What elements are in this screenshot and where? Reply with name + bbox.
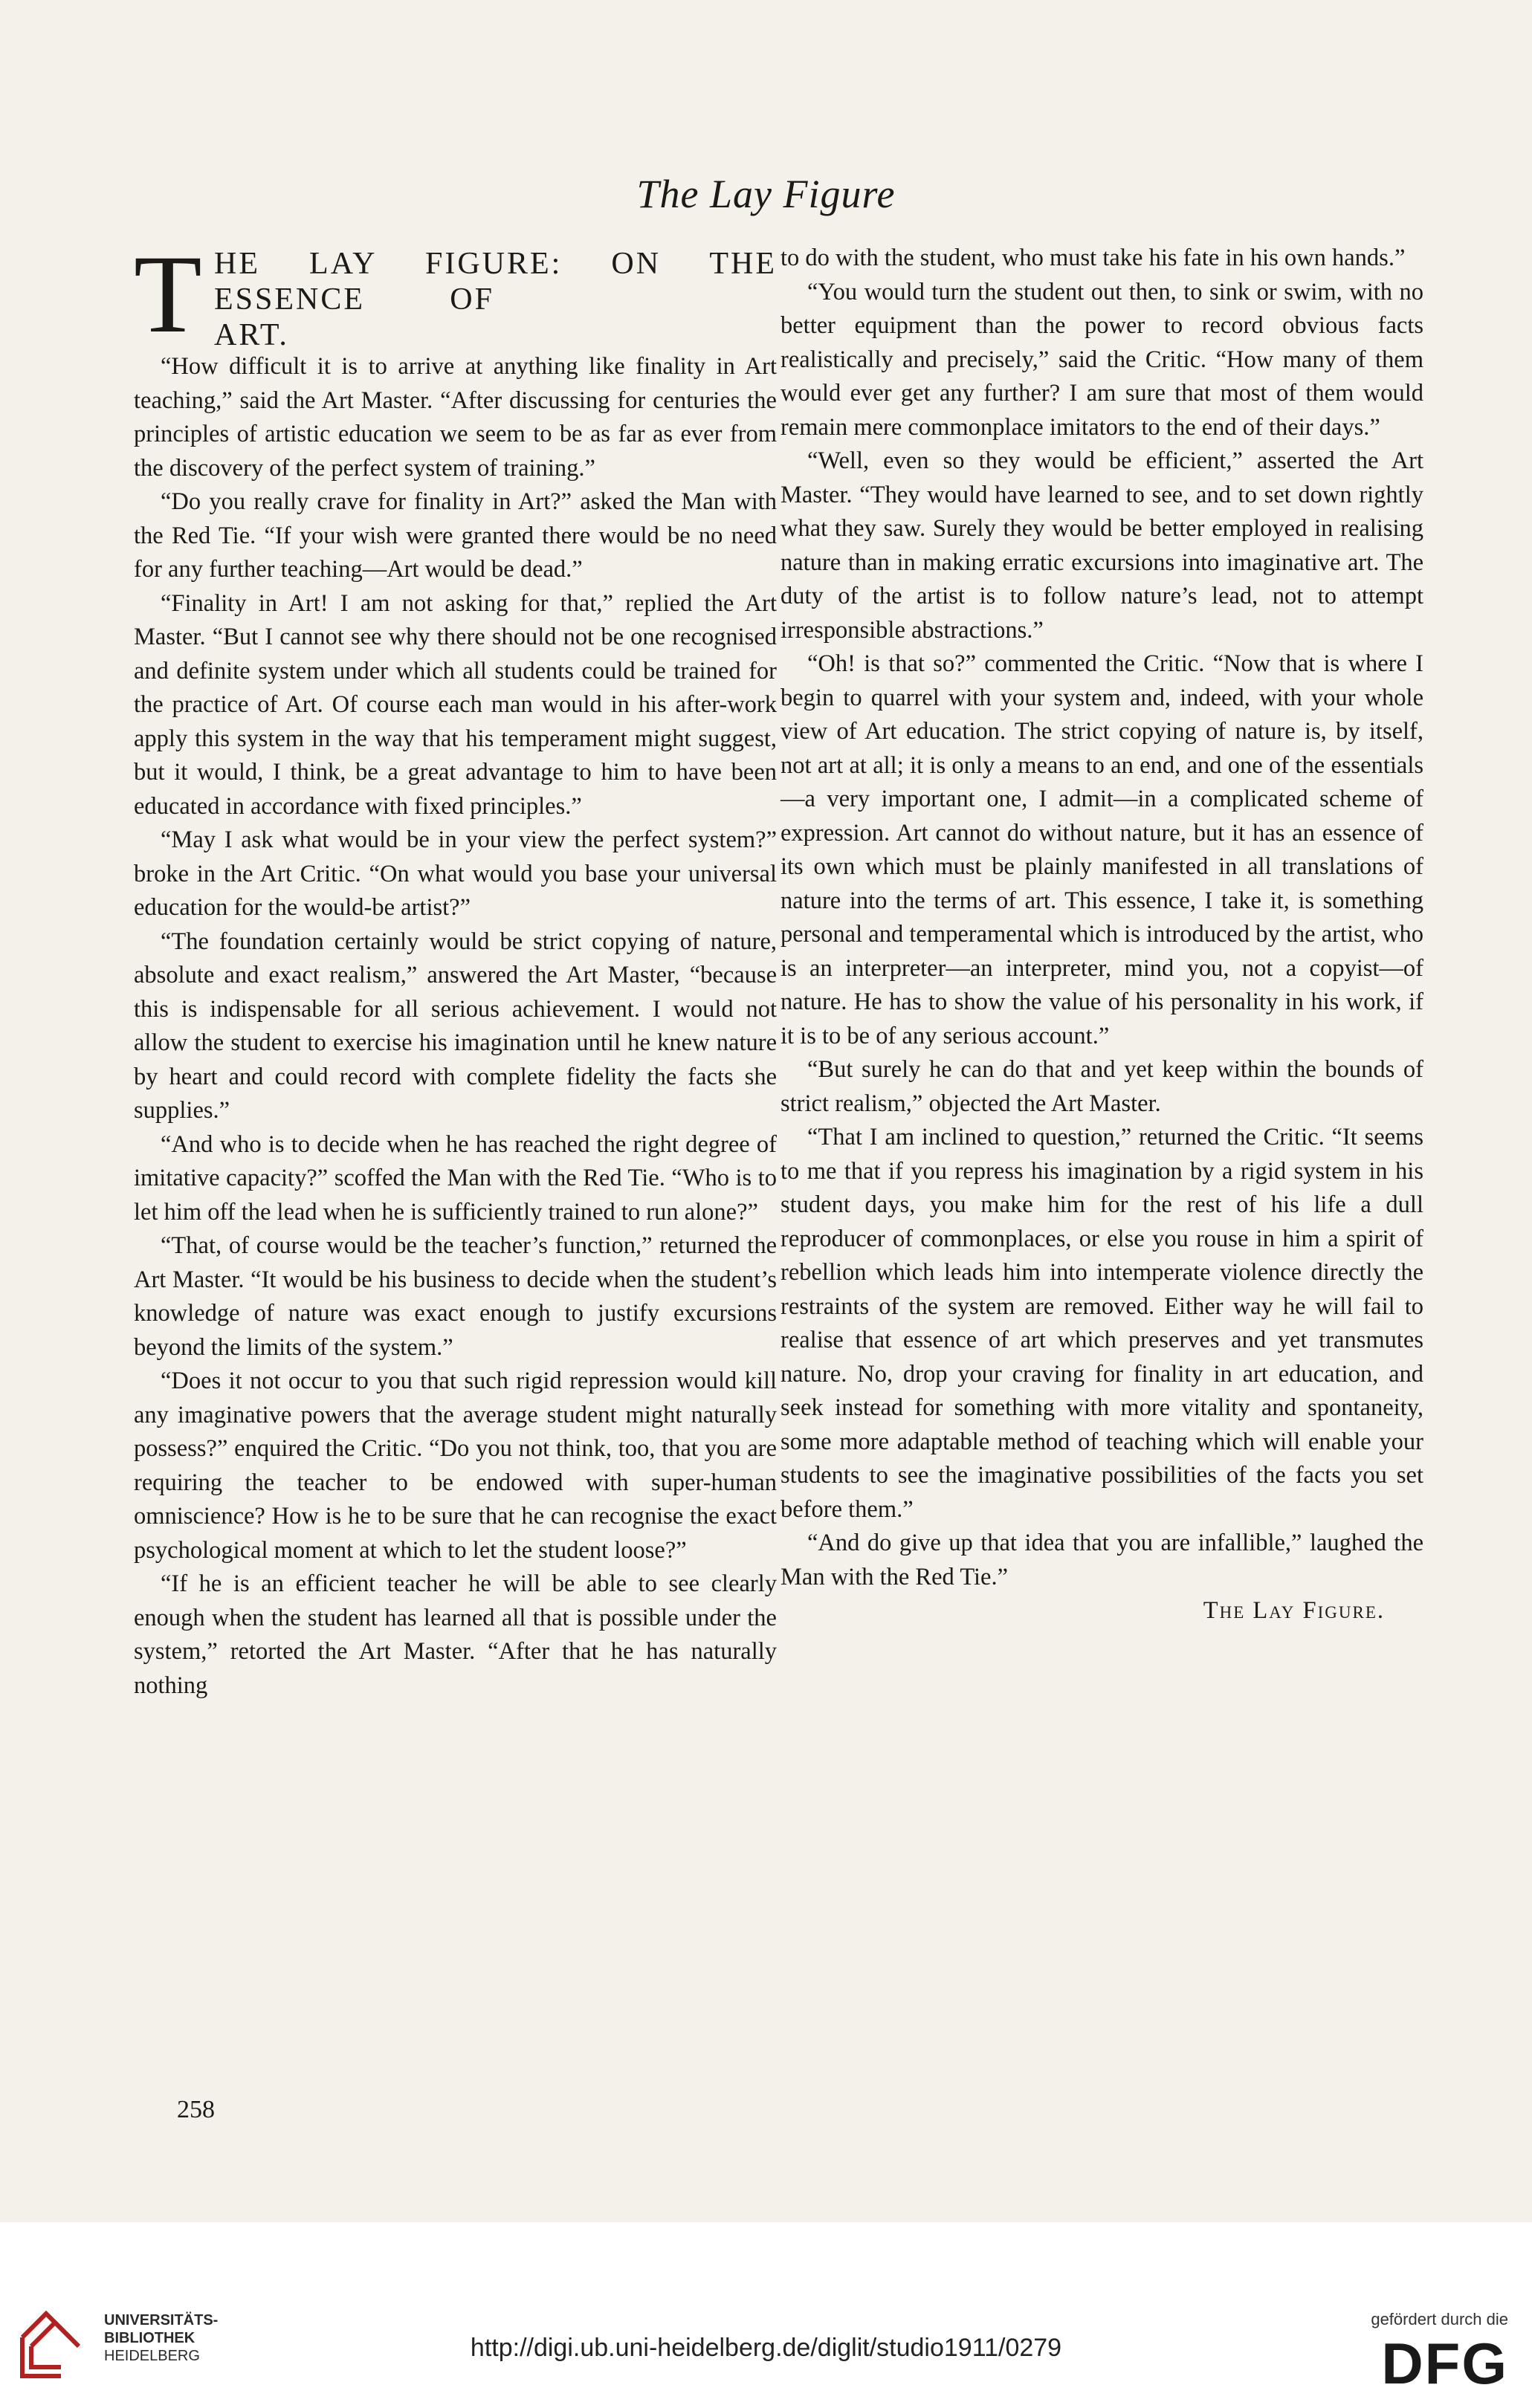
paragraph: “But surely he can do that and yet keep within the bounds of strict realism,” objected the Art Master. — [780, 1056, 1423, 1117]
digitization-footer — [0, 2222, 1532, 2408]
article-heading — [134, 233, 777, 356]
paragraph: “Well, even so they would be efficient,” asserted the Art Master. “They would have learned to see, and to set down rightly what they saw. Surely they would be better employed in realising nature than in making erratic excursions into imaginative art. The duty of the artist is to follow nature’s lead, not to attempt irresponsible abstractions.” — [780, 447, 1423, 644]
paragraph: “And who is to decide when he has reached the right degree of imitative capacity?” scoffed the Man with the Red Tie. “Who is to let him off the lead when he is sufficiently trained to run alone?” — [134, 1130, 777, 1226]
running-title: The Lay Figure — [636, 172, 896, 216]
paragraph: “Do you really crave for finality in Art?” asked the Man with the Red Tie. “If your wish were granted there would be no need for any further teaching—Art would be dead.” — [134, 488, 777, 583]
heading-line-1: HE LAY FIGURE: ON THE — [214, 247, 777, 281]
paragraph: “And do give up that idea that you are infallible,” laughed the Man with the Red Tie.” — [780, 1530, 1423, 1590]
drop-cap: T — [134, 233, 202, 356]
paragraph: “That, of course would be the teacher’s function,” returned the Art Master. “It would be his business to decide when the student’s knowledge of nature was exact enough to justify excursions beyond the limits of the system.” — [134, 1232, 777, 1361]
paragraph: “That I am inclined to question,” returned the Critic. “It seems to me that if you repress his imagination by a rigid system in his student days, you make him for the rest of his life a dull reproducer of commonplaces, or else you rouse in him a spirit of rebellion which leads him into intemperate violence directly the restraints of the system are removed. Either way he will fail to realise that essence of art which preserves and yet transmutes nature. No, drop your craving for finality in art education, and seek instead for something with more vitality and spontaneity, some more adaptable method of teaching which will enable your students to see the imaginative possibilities of the facts you set before them.” — [780, 1124, 1423, 1523]
library-name-line: BIBLIOTHEK — [104, 2330, 195, 2346]
paragraph: “Finality in Art! I am not asking for that,” replied the Art Master. “But I cannot see why there should not be one recognised and definite system under which all students could be trained for the practice of Art. Of course each man would in his after-work apply this system in the way that his temperament might suggest, but it would, I think, be a great advantage to him to have been educated in accordance with fixed principles.” — [134, 589, 777, 820]
right-column — [780, 242, 1423, 1628]
funder-label: gefördert durch die — [1371, 2310, 1508, 2328]
paragraph: “How difficult it is to arrive at anything like finality in Art teaching,” said the Art Master. “After discussing for centuries the principles of artistic education we seem to be as far as ever from the discovery of the perfect system of training.” — [134, 353, 777, 482]
article-signature: The Lay Figure. — [1203, 1597, 1385, 1624]
left-column — [134, 233, 777, 1703]
paragraph: “Oh! is that so?” commented the Critic. “Now that is where I begin to quarrel with your system and, indeed, with your whole view of Art education. The strict copying of nature is, by itself, not art at all; it is only a means to an end, and one of the essentials—a very important one, I admit—in a complicated scheme of expression. Art cannot do without nature, but it has an essence of its own which must be plainly manifested in all translations of nature into the terms of art. This essence, I take it, is something personal and temperamental which is introduced by the artist, who is an interpreter—an interpreter, mind you, not a copyist—of nature. He has to show the value of his personality in his work, if it is to be of any serious account.” — [780, 650, 1423, 1049]
paragraph: “The foundation certainly would be strict copying of nature, absolute and exact realism,” answered the Art Master, “because this is indispensable for all serious achievement. I would not allow the student to exercise his imagination until he knew nature by heart and could record with complete fidelity the facts she supplies.” — [134, 928, 777, 1124]
page-number: 258 — [177, 2096, 215, 2123]
dfg-logo: DFG — [1381, 2331, 1508, 2396]
library-name-line: UNIVERSITÄTS- — [104, 2312, 219, 2328]
permalink-url[interactable]: http://digi.ub.uni-heidelberg.de/diglit/studio1911/0279 — [470, 2334, 1062, 2362]
library-name-line: HEIDELBERG — [104, 2348, 200, 2364]
paragraph: to do with the student, who must take his fate in his own hands.” — [780, 245, 1406, 271]
paragraph: “You would turn the student out then, to sink or swim, with no better equipment than the power to record obvious facts realistically and precisely,” said the Critic. “How many of them would ever get any further? I am sure that most of them would remain mere commonplace imitators to the end of their days.” — [780, 278, 1423, 441]
paragraph: “If he is an efficient teacher he will be able to see clearly enough when the student has learned all that is possible under the system,” retorted the Art Master. “After that he has naturally nothing — [134, 1570, 777, 1699]
heading-line-2: ESSENCE OF ART. — [214, 282, 494, 352]
paragraph: “Does it not occur to you that such rigid repression would kill any imaginative powers that the average student might naturally possess?” enquired the Critic. “Do you not think, too, that you are requiring the teacher to be endowed with super-human omniscience? How is he to be sure that he can recognise the exact psychological moment at which to let the student loose?” — [134, 1368, 777, 1564]
paragraph: “May I ask what would be in your view the perfect system?” broke in the Art Critic. “On what would you base your universal education for the would-be artist?” — [134, 826, 777, 921]
